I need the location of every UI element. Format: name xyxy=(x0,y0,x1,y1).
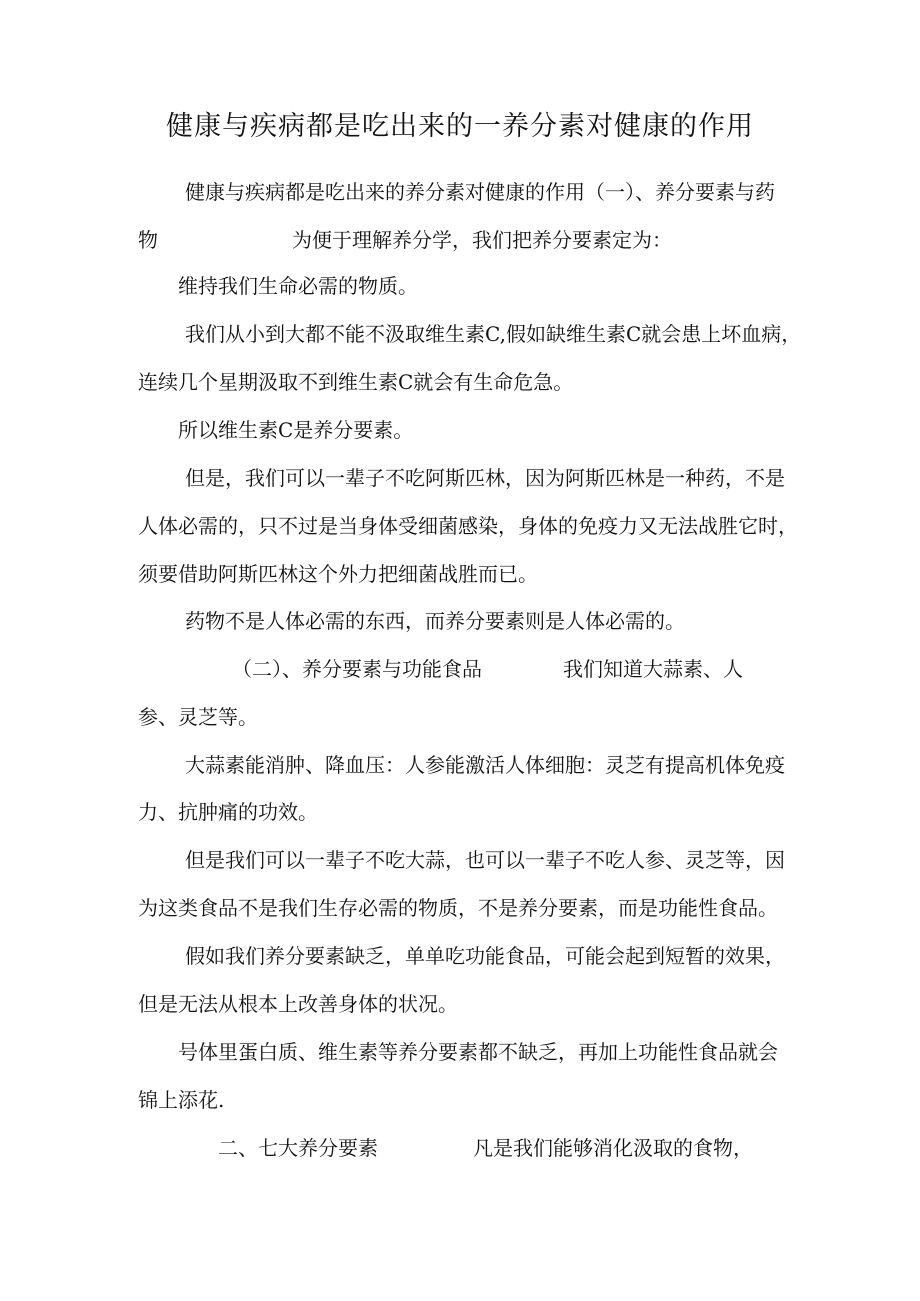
section-heading-2: （二）、养分要素与功能食品 xyxy=(232,657,482,681)
paragraph-2: 维持我们生命必需的物质。 xyxy=(178,274,418,298)
paragraph-12-line-1b: 凡是我们能够消化汲取的食物， xyxy=(473,1136,753,1160)
paragraph-10-line-1: 假如我们养分要素缺乏，单单吃功能食品，可能会起到短暂的效果， xyxy=(185,944,785,968)
paragraph-1-line-2b: 为便于理解养分学，我们把养分要素定为： xyxy=(292,228,672,252)
paragraph-7-line-2: 参、灵芝等。 xyxy=(138,705,258,729)
page-title: 健康与疾病都是吃出来的一养分素对健康的作用 xyxy=(166,111,754,142)
paragraph-5-line-1: 但是，我们可以一辈子不吃阿斯匹林，因为阿斯匹林是一种药，不是 xyxy=(185,466,785,490)
paragraph-7-line-1b: 我们知道大蒜素、人 xyxy=(563,657,743,681)
paragraph-8-line-1: 大蒜素能消肿、降血压：人参能激活人体细胞：灵芝有提高机体免疫 xyxy=(185,753,785,777)
paragraph-5-line-3: 须要借助阿斯匹林这个外力把细菌战胜而已。 xyxy=(138,562,538,586)
paragraph-4: 所以维生素C是养分要素。 xyxy=(178,418,414,442)
paragraph-1-line-2a: 物 xyxy=(138,228,158,252)
paragraph-1-line-1: 健康与疾病都是吃出来的养分素对健康的作用（一）、养分要素与药 xyxy=(185,180,775,204)
paragraph-10-line-2: 但是无法从根本上改善身体的状况。 xyxy=(138,992,458,1016)
section-heading-seven-nutrients: 二、七大养分要素 xyxy=(218,1136,378,1160)
paragraph-8-line-2: 力、抗肿痛的功效。 xyxy=(138,800,318,824)
paragraph-9-line-1: 但是我们可以一辈子不吃大蒜，也可以一辈子不吃人参、灵芝等，因 xyxy=(185,848,785,872)
paragraph-3-line-1: 我们从小到大都不能不汲取维生素C,假如缺维生素C就会患上坏血病， xyxy=(185,322,802,346)
paragraph-3-line-2: 连续几个星期汲取不到维生素C就会有生命危急。 xyxy=(138,370,574,394)
paragraph-5-line-2: 人体必需的，只不过是当身体受细菌感染，身体的免疫力又无法战胜它时， xyxy=(138,514,798,538)
paragraph-11-line-2: 锦上添花. xyxy=(138,1088,225,1112)
paragraph-11-line-1: 号体里蛋白质、维生素等养分要素都不缺乏，再加上功能性食品就会 xyxy=(178,1040,778,1064)
paragraph-9-line-2: 为这类食品不是我们生存必需的物质，不是养分要素，而是功能性食品。 xyxy=(138,896,778,920)
paragraph-6: 药物不是人体必需的东西，而养分要素则是人体必需的。 xyxy=(185,609,685,633)
